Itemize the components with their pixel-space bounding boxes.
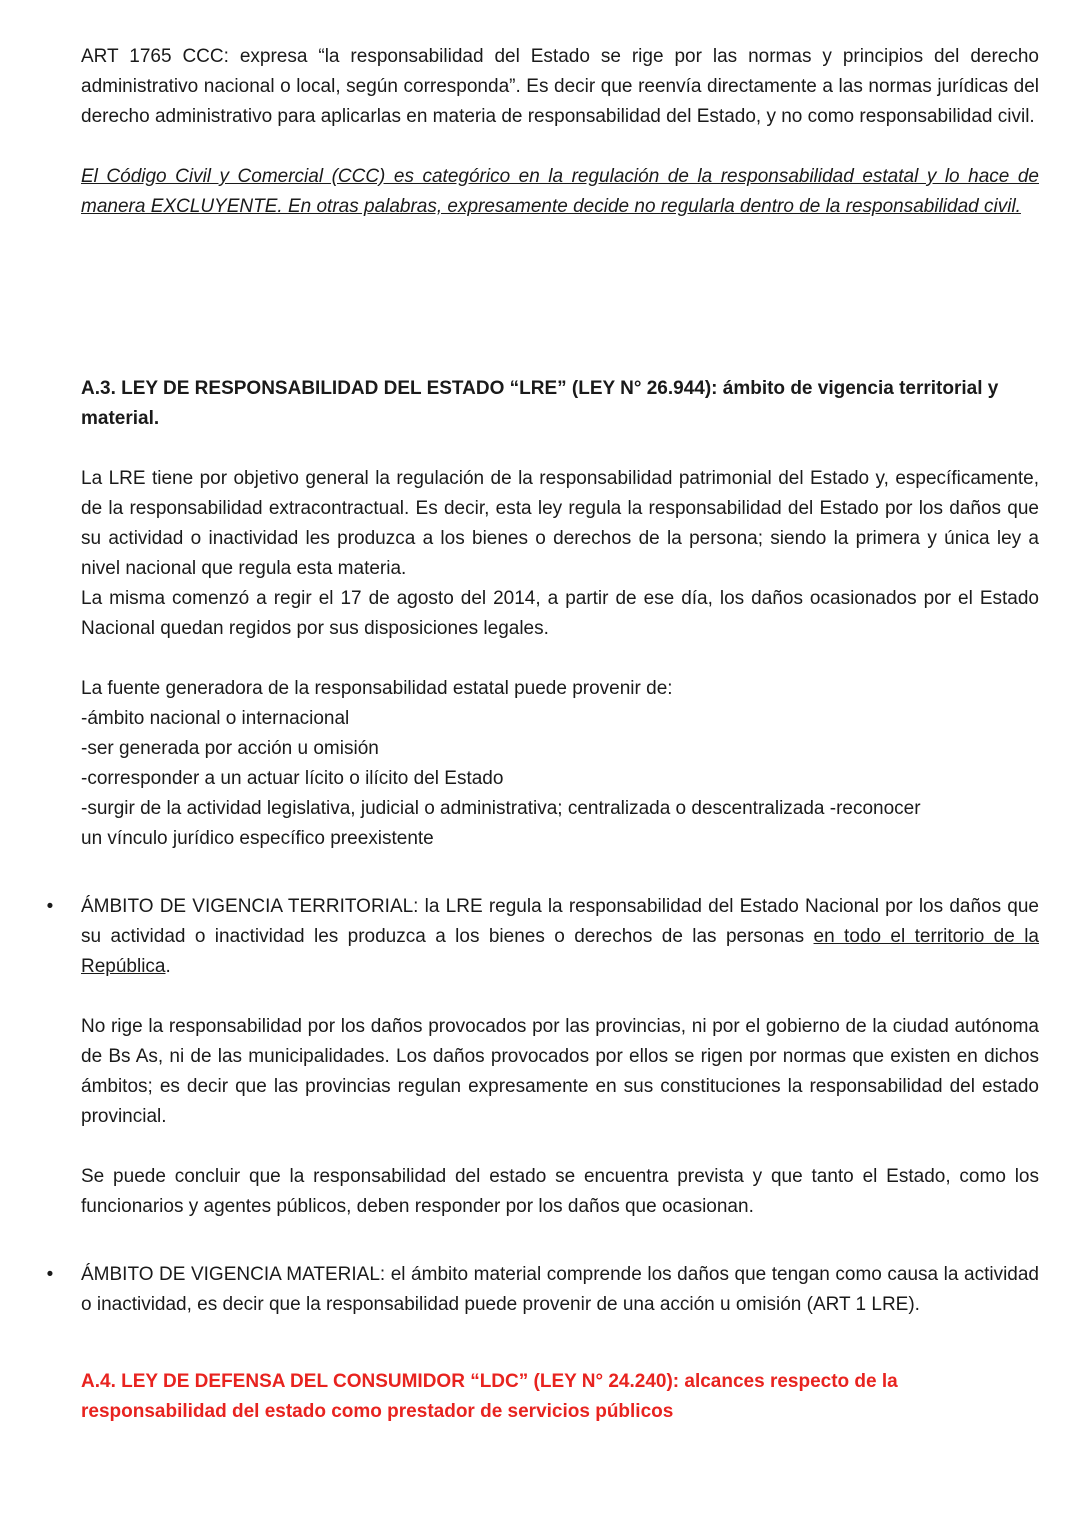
a3-paragraph-2: La misma comenzó a regir el 17 de agosto del 2014, a partir de ese día, los daños ocasionados por el Estado Nacional quedan regidos por sus disposiciones legales.: [81, 588, 1039, 639]
bullet-icon: •: [46, 896, 54, 917]
bullet-icon: •: [46, 1264, 54, 1285]
source-item: -corresponder a un actuar lícito o ilícito del Estado: [81, 768, 504, 789]
section-a3-heading: A.3. LEY DE RESPONSABILIDAD DEL ESTADO “LRE” (LEY N° 26.944): ámbito de vigencia territorial y material.: [81, 378, 999, 429]
section-a4-heading: A.4. LEY DE DEFENSA DEL CONSUMIDOR “LDC” (LEY N° 24.240): alcances respecto de la responsabilidad del estado como prestador de servicios públicos: [81, 1371, 898, 1422]
source-item: -ámbito nacional o internacional: [81, 708, 350, 729]
territorial-underlined: en todo el territorio de la República: [81, 926, 1039, 977]
source-item: -surgir de la actividad legislativa, judicial o administrativa; centralizada o descentralizada -reconocer: [81, 798, 921, 819]
territorial-paragraph-2: No rige la responsabilidad por los daños provocados por las provincias, ni por el gobierno de la ciudad autónoma de Bs As, ni de las municipalidades. Los daños provocados por ellos se rigen por normas que existen en dichos ámbitos; es decir que las provincias regulan expresamente en sus constituciones la responsabilidad del estado provincial.: [81, 1016, 1039, 1127]
territorial-end: .: [165, 956, 171, 977]
source-item: un vínculo jurídico específico preexistente: [81, 828, 434, 849]
sources-list: [81, 674, 1039, 854]
material-bullet-item: [46, 1260, 1039, 1320]
territorial-paragraph: [81, 892, 1039, 982]
emphasis-paragraph: El Código Civil y Comercial (CCC) es categórico en la regulación de la responsabilidad estatal y lo hace de manera EXCLUYENTE. En otras palabras, expresamente decide no regularla dentro de la responsabilidad civil.: [81, 166, 1039, 217]
territorial-bullet-item: [46, 892, 1039, 982]
territorial-paragraph-3: Se puede concluir que la responsabilidad del estado se encuentra prevista y que tanto el Estado, como los funcionarios y agentes públicos, deben responder por los daños que ocasionan.: [81, 1166, 1039, 1217]
territorial-text: ÁMBITO DE VIGENCIA TERRITORIAL: la LRE regula la responsabilidad del Estado Nacional por los daños que su actividad o inactividad les produzca a los bienes o derechos de las personas: [81, 896, 1039, 947]
material-paragraph: ÁMBITO DE VIGENCIA MATERIAL: el ámbito material comprende los daños que tengan como causa la actividad o inactividad, es decir que la responsabilidad puede provenir de una acción u omisión (ART 1 LRE).: [81, 1264, 1039, 1315]
source-item: -ser generada por acción u omisión: [81, 738, 379, 759]
a3-paragraph-1: La LRE tiene por objetivo general la regulación de la responsabilidad patrimonial del Estado y, específicamente, de la responsabilidad extracontractual. Es decir, esta ley regula la responsabilidad del Estado por los daños que su actividad o inactividad les produzca a los bienes o derechos de la persona; siendo la primera y única ley a nivel nacional que regula esta materia.: [81, 468, 1039, 579]
sources-intro: La fuente generadora de la responsabilidad estatal puede provenir de:: [81, 678, 673, 699]
document-page: [46, 42, 1039, 1427]
intro-paragraph: ART 1765 CCC: expresa “la responsabilidad del Estado se rige por las normas y principios del derecho administrativo nacional o local, según corresponda”. Es decir que reenvía directamente a las normas jurídicas del derecho administrativo para aplicarlas en materia de responsabilidad del Estado, y no como responsabilidad civil.: [81, 46, 1039, 127]
